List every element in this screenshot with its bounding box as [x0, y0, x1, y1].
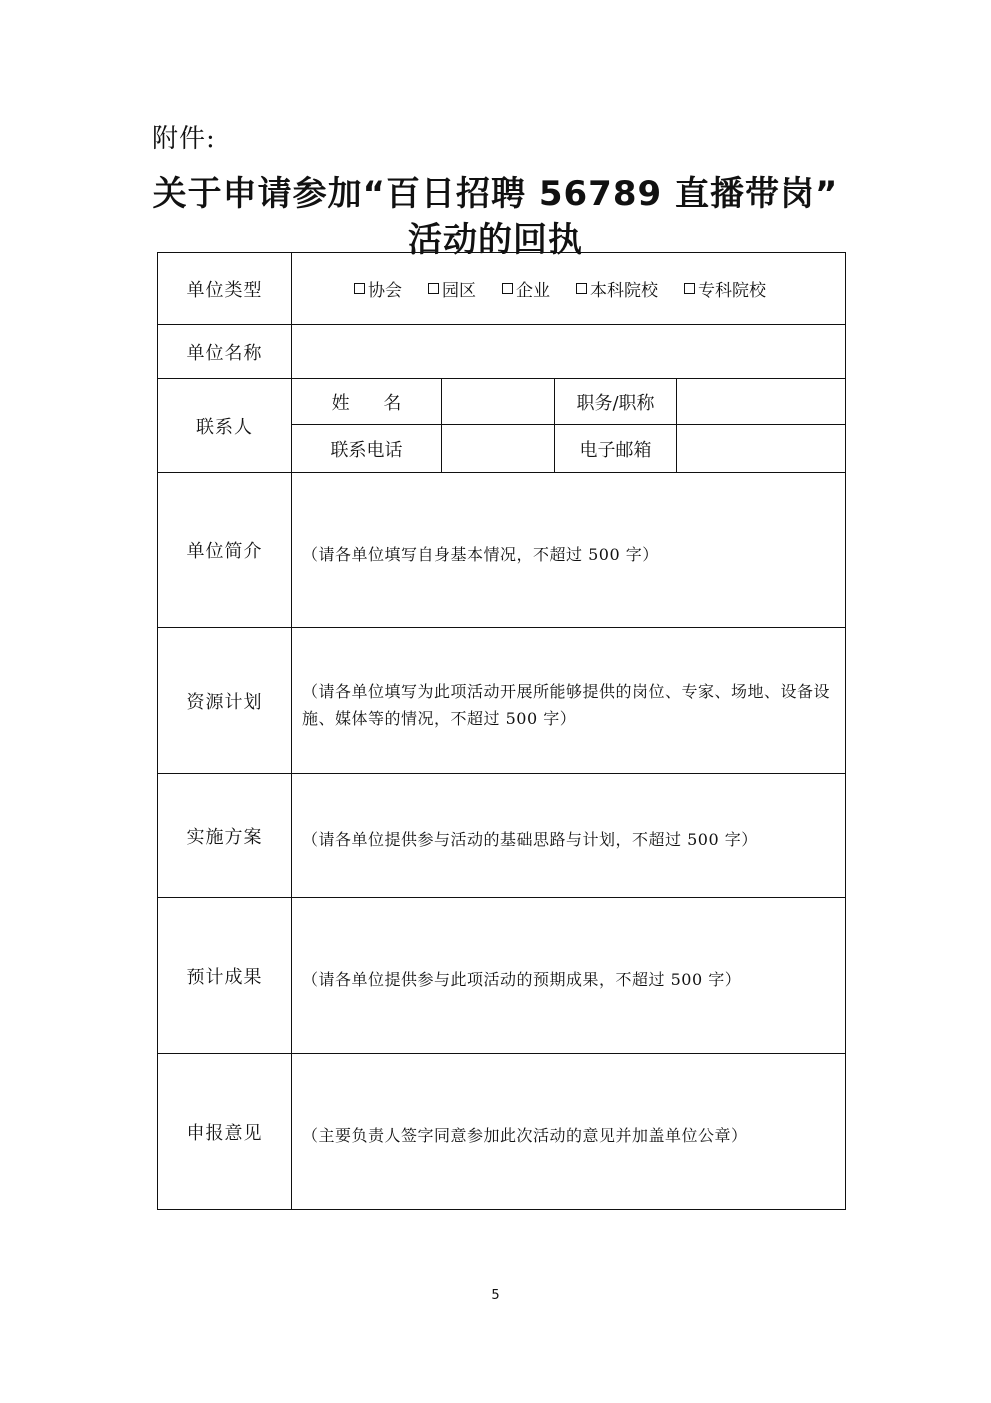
attachment-label: 附件:	[152, 124, 216, 154]
unit-type-label: 单位类型	[158, 253, 292, 325]
row-plan	[158, 774, 846, 898]
contact-email-label: 电子邮箱	[555, 425, 677, 473]
results-note: （请各单位提供参与此项活动的预期成果，不超过 500 字）	[302, 970, 742, 989]
opinion-note: （主要负责人签字同意参加此次活动的意见并加盖单位公章）	[302, 1126, 748, 1145]
checkbox-icon[interactable]	[502, 283, 513, 294]
results-field[interactable]	[292, 898, 846, 1054]
intro-note: （请各单位填写自身基本情况，不超过 500 字）	[302, 544, 659, 564]
row-results	[158, 898, 846, 1054]
contact-phone-label: 联系电话	[292, 425, 442, 473]
resources-label: 资源计划	[158, 628, 292, 774]
form-title-line1: 关于申请参加“百日招聘 56789 直播带岗”	[152, 174, 839, 214]
option-association[interactable]: 协会	[354, 276, 402, 301]
resources-field[interactable]	[292, 628, 846, 774]
row-resources	[158, 628, 846, 774]
row-intro	[158, 473, 846, 628]
option-enterprise[interactable]: 企业	[502, 276, 550, 301]
row-contact-1	[158, 379, 846, 425]
unit-name-label: 单位名称	[158, 325, 292, 379]
option-university[interactable]: 本科院校	[576, 276, 658, 301]
option-college[interactable]: 专科院校	[684, 276, 766, 301]
contact-name-field[interactable]	[442, 379, 555, 425]
contact-name-label: 姓 名	[292, 379, 442, 425]
intro-label: 单位简介	[158, 473, 292, 628]
plan-field[interactable]	[292, 774, 846, 898]
intro-field[interactable]	[292, 473, 846, 628]
unit-type-options	[292, 253, 846, 325]
checkbox-icon[interactable]	[576, 283, 587, 294]
row-unit-name	[158, 325, 846, 379]
checkbox-icon[interactable]	[428, 283, 439, 294]
contact-phone-field[interactable]	[442, 425, 555, 473]
resources-note: （请各单位填写为此项活动开展所能够提供的岗位、专家、场地、设备设施、媒体等的情况，不超过 500 字）	[302, 681, 831, 728]
contact-title-field[interactable]	[677, 379, 846, 425]
row-opinion	[158, 1054, 846, 1210]
opinion-label: 申报意见	[158, 1054, 292, 1210]
plan-note: （请各单位提供参与活动的基础思路与计划，不超过 500 字）	[302, 830, 758, 849]
receipt-form-table	[157, 252, 846, 1210]
unit-name-field[interactable]	[292, 325, 846, 379]
opinion-field[interactable]	[292, 1054, 846, 1210]
checkbox-icon[interactable]	[354, 283, 365, 294]
form-title-line2: 活动的回执	[408, 220, 583, 260]
contact-label: 联系人	[158, 379, 292, 473]
contact-title-label: 职务/职称	[555, 379, 677, 425]
results-label: 预计成果	[158, 898, 292, 1054]
page-number: 5	[491, 1288, 500, 1303]
row-unit-type	[158, 253, 846, 325]
option-park[interactable]: 园区	[428, 276, 476, 301]
checkbox-icon[interactable]	[684, 283, 695, 294]
contact-email-field[interactable]	[677, 425, 846, 473]
plan-label: 实施方案	[158, 774, 292, 898]
